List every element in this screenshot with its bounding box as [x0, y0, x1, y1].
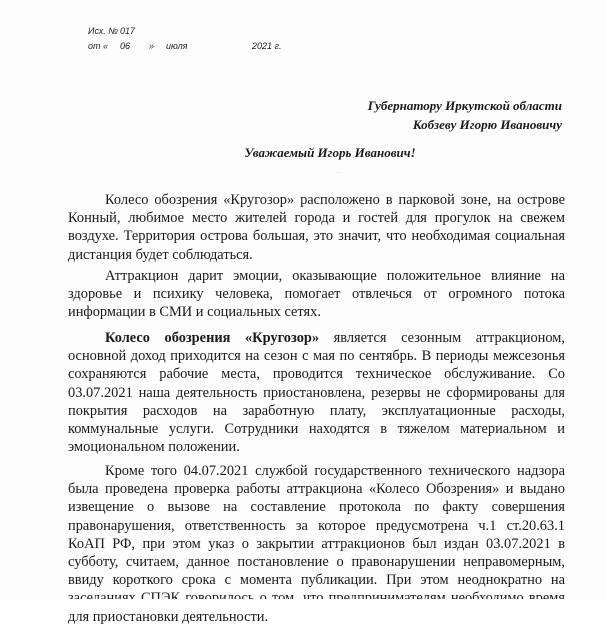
outgoing-number-label: Исх. №	[88, 26, 118, 36]
paragraph-3	[68, 329, 565, 456]
addressee-block	[368, 96, 562, 134]
date-month: июля	[166, 41, 188, 51]
paragraph-3-text: является сезонным аттракционом, основной доход приходится на сезон с мая по сентябрь. В периоды межсезонья сохраняются рабочие места, проводится техническое обслуживание. Со 03.07.2021 наша деятельность приостановлена, резервы не сформированы для покрытия расходов на заработную плату, эксплуатационные расходы, коммунальные услуги. Сотрудники находятся в тяжелом материальном и эмоциональном положении.	[68, 330, 565, 456]
date-quote-close: »	[149, 41, 155, 51]
greeting: Уважаемый Игорь Иванович!	[244, 145, 416, 160]
paragraph-3-bold-lead: Колесо обозрения «Кругозор»	[105, 330, 320, 346]
date-day: 06	[120, 41, 131, 51]
date-prefix: от «	[88, 41, 109, 51]
paragraph-1: Колесо обозрения «Кругозор» расположено в парковой зоне, на острове Конный, любимое место жителей города и гостей для прогулок на свежем воздухе. Территория острова большая, это значит, что необходимая социальная дистанция будет соблюдаться.	[68, 192, 565, 263]
faint-stamp-mark: ···	[336, 170, 342, 176]
outgoing-number-value: 017	[120, 26, 136, 36]
page-bottom-edge	[0, 599, 606, 605]
addressee-line-2: Кобзеву Игорю Ивановичу	[412, 117, 562, 132]
date-year: 2021 г.	[252, 41, 282, 51]
paragraph-4: Кроме того 04.07.2021 службой государственного технического надзора была проведена проверка работы аттракциона «Колесо Обозрения» и выдано извещение о вызове на составление протокола по факту совершения правонарушения, ответственность за которое предусмотрена ч.1 ст.20.63.1 КоАП РФ, при этом указ о закрытии аттракционов был издан 03.07.2021 в субботу, считаем, данное постановление о правонарушении неправомерным, ввиду короткого срока с момента публикации. При этом неоднократно на для приостановки деятельности.	[68, 463, 565, 625]
addressee-line-1: Губернатору Иркутской области	[367, 98, 562, 113]
paragraph-2: Аттракцион дарит эмоции, оказывающие положительное влияние на здоровье и психику человека, помогает отвлечься от огромного потока информации в СМИ и социальных сетях.	[68, 268, 565, 321]
